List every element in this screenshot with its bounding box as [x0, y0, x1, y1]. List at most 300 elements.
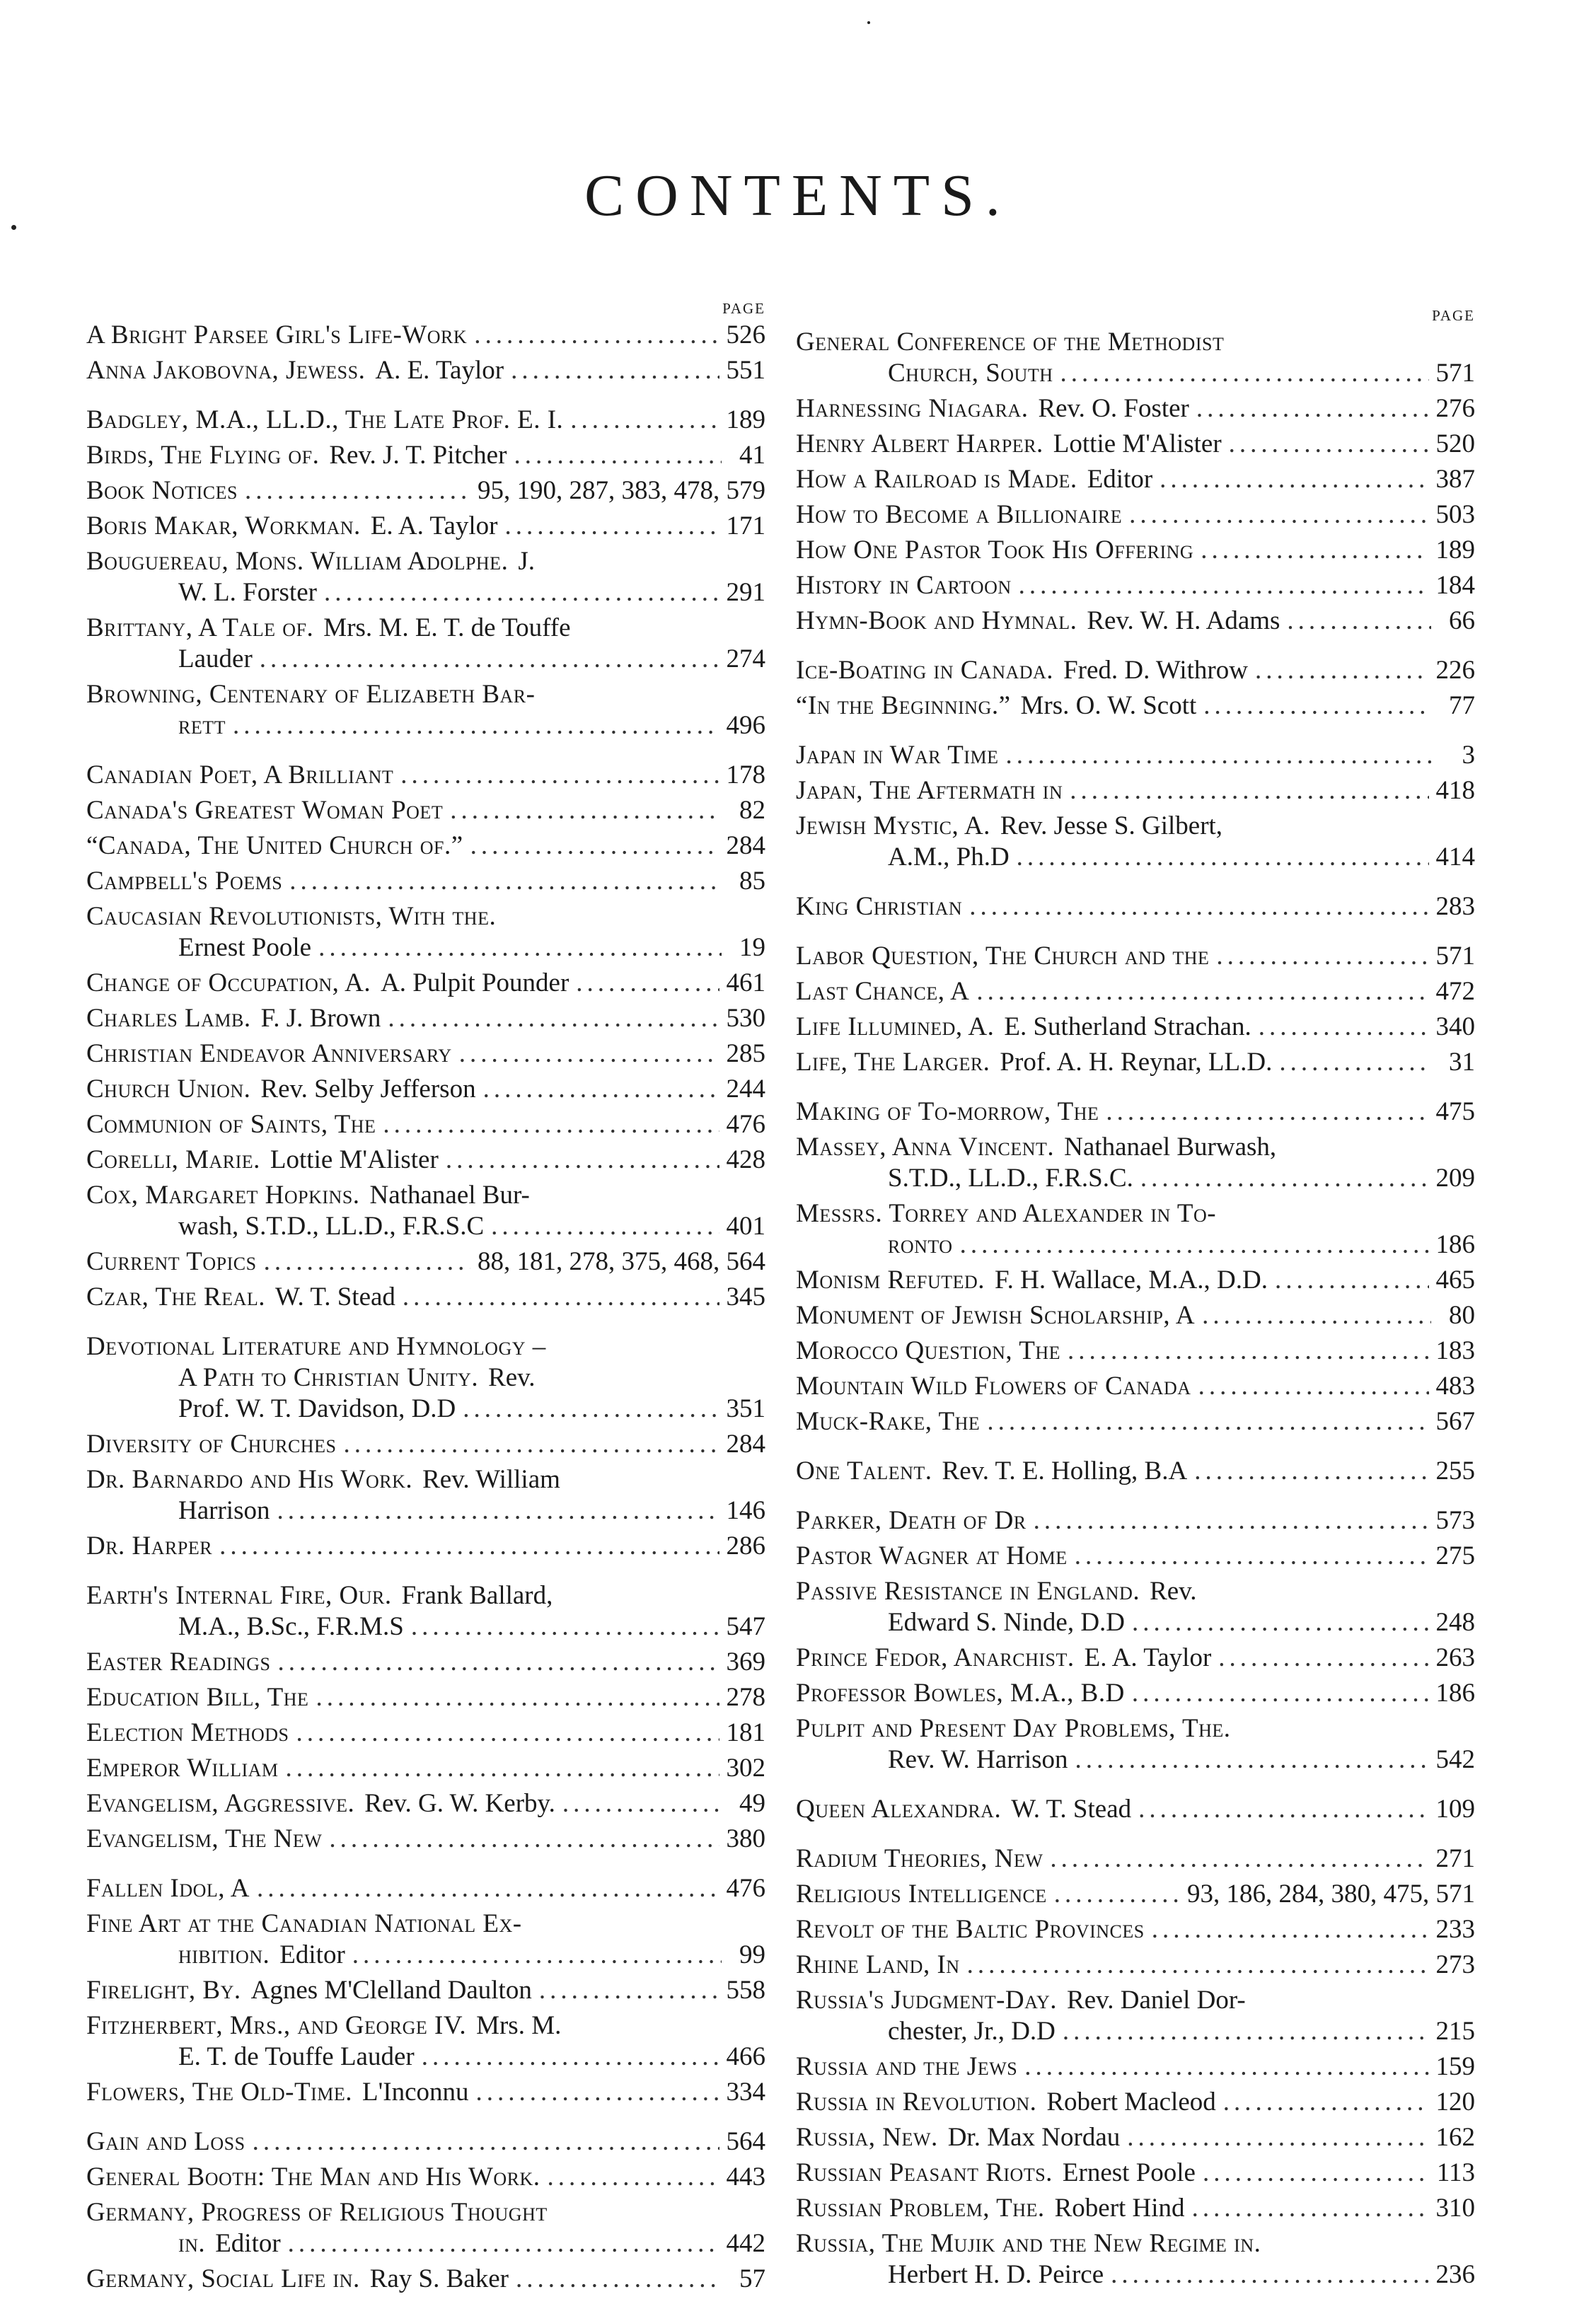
leader-dots — [470, 830, 719, 862]
contents-entry — [86, 679, 765, 741]
contents-entry — [86, 2162, 765, 2193]
leader-dots — [1129, 499, 1428, 531]
page-number: 271 — [1435, 1844, 1475, 1873]
leader-dots — [277, 1647, 719, 1678]
contents-entry — [796, 891, 1475, 922]
page-number: 99 — [739, 1940, 765, 1969]
entry-line — [86, 1145, 765, 1176]
page-number: 183 — [1435, 1336, 1475, 1365]
contents-entry — [796, 429, 1475, 460]
leader-dots — [1255, 655, 1429, 686]
entry-author: chester, Jr., D.D — [888, 2017, 1056, 2046]
leader-dots — [969, 891, 1428, 922]
contents-entry — [86, 1109, 765, 1140]
page-number: 526 — [726, 320, 765, 349]
entry-title: Ice-Boating in Canada. — [796, 656, 1054, 685]
contents-entry — [86, 1003, 765, 1034]
entry-line — [796, 1163, 1475, 1194]
entry-line — [86, 1824, 765, 1855]
page-number: 95, 190, 287, 383, 478, 579 — [478, 476, 765, 505]
entry-line — [86, 1246, 765, 1278]
entry-line — [796, 535, 1475, 566]
contents-entry — [86, 2077, 765, 2108]
page-number: 503 — [1435, 500, 1475, 529]
entry-title: Flowers, The Old-Time. — [86, 2078, 353, 2107]
page-number: 483 — [1435, 1372, 1475, 1401]
entry-line — [796, 1336, 1475, 1367]
contents-entry — [796, 464, 1475, 495]
contents-entry — [796, 1012, 1475, 1043]
page-number: 209 — [1435, 1164, 1475, 1193]
entry-author: Lottie M'Alister — [1053, 429, 1222, 458]
entry-title: “Canada, The United Church of.” — [86, 831, 463, 860]
contents-entry — [796, 1300, 1475, 1331]
entry-title: Japan in War Time — [796, 741, 999, 770]
contents-entry — [796, 1406, 1475, 1437]
entry-line — [796, 655, 1475, 686]
leader-dots — [233, 710, 719, 741]
entry-author: J. — [518, 547, 535, 576]
contents-entry — [796, 2228, 1475, 2291]
contents-entry — [86, 511, 765, 542]
contents-entry — [86, 1753, 765, 1784]
entry-line — [796, 1012, 1475, 1043]
page-number: 178 — [726, 760, 765, 789]
leader-dots — [422, 2042, 719, 2073]
entry-line — [796, 327, 1475, 358]
entry-author: F. H. Wallace, M.A., D.D. — [995, 1266, 1268, 1295]
entry-line — [86, 1611, 765, 1643]
leader-dots — [511, 355, 719, 386]
entry-title: Hymn-Book and Hymnal. — [796, 606, 1077, 635]
entry-title: King Christian — [796, 892, 963, 921]
leader-dots — [1017, 842, 1429, 873]
leader-dots — [1106, 1096, 1428, 1128]
contents-entry — [796, 775, 1475, 806]
entry-author: A. Pulpit Pounder — [381, 968, 569, 997]
leader-dots — [1223, 2087, 1429, 2118]
page-number: 418 — [1435, 776, 1475, 805]
contents-entry — [796, 1985, 1475, 2047]
leader-dots — [463, 1394, 719, 1425]
contents-entry — [796, 1950, 1475, 1981]
entry-title: Evangelism, The New — [86, 1824, 323, 1853]
entry-title: Earth's Internal Fire, Our. — [86, 1581, 392, 1610]
entry-title: Church, South — [888, 359, 1053, 388]
page-number: 146 — [726, 1496, 765, 1525]
contents-column-right — [796, 304, 1475, 2295]
page-number: 93, 186, 284, 380, 475, 571 — [1187, 1880, 1475, 1909]
entry-author: W. L. Forster — [178, 578, 317, 607]
entry-line — [796, 2259, 1475, 2291]
entry-line — [796, 1300, 1475, 1331]
contents-entry — [796, 2122, 1475, 2153]
leader-dots — [1229, 429, 1429, 460]
entry-title: Evangelism, Aggressive. — [86, 1789, 355, 1818]
entry-line — [796, 976, 1475, 1007]
page-number: 215 — [1435, 2017, 1475, 2046]
page-number: 443 — [726, 2162, 765, 2191]
entry-line — [796, 1371, 1475, 1402]
leader-dots — [548, 2162, 719, 2193]
entry-author: Nathanael Bur- — [369, 1181, 530, 1210]
contents-entry — [86, 2264, 765, 2295]
entry-title: Religious Intelligence — [796, 1880, 1047, 1909]
entry-title: Current Topics — [86, 1247, 257, 1276]
entry-author: S.T.D., LL.D., F.R.S.C. — [888, 1164, 1133, 1193]
page-number: 82 — [739, 796, 765, 825]
entry-title: Book Notices — [86, 476, 238, 505]
leader-dots — [1050, 1843, 1428, 1875]
entry-title: Revolt of the Baltic Provinces — [796, 1915, 1145, 1944]
contents-entry — [86, 1331, 765, 1425]
leader-dots — [324, 577, 719, 608]
entry-line — [86, 1074, 765, 1105]
page-number: 466 — [726, 2042, 765, 2071]
page-number: 109 — [1435, 1795, 1475, 1824]
contents-entry — [796, 1456, 1475, 1487]
entry-line — [796, 1744, 1475, 1776]
entry-author: Rev. Jesse S. Gilbert, — [1000, 811, 1223, 840]
entry-line — [796, 2122, 1475, 2153]
entry-title: Last Chance, A — [796, 977, 970, 1006]
entry-author: Harrison — [178, 1496, 270, 1525]
entry-title: How One Pastor Took His Offering — [796, 535, 1194, 564]
entry-title: Morocco Question, The — [796, 1336, 1061, 1365]
entry-title: Emperor William — [86, 1754, 279, 1783]
contents-entry — [796, 1794, 1475, 1825]
entry-line — [796, 1879, 1475, 1910]
entry-line — [86, 1394, 765, 1425]
entry-author: Rev. J. T. Pitcher — [329, 441, 507, 470]
entry-title: Church Union. — [86, 1075, 251, 1104]
page-number: 567 — [1435, 1407, 1475, 1436]
entry-author: W. T. Stead — [1011, 1795, 1132, 1824]
contents-entry — [86, 1464, 765, 1527]
entry-line — [86, 2010, 765, 2042]
contents-entry — [86, 1718, 765, 1749]
entry-title: Russian Peasant Riots. — [796, 2158, 1053, 2187]
leader-dots — [1287, 606, 1431, 637]
page-number: 284 — [726, 831, 765, 860]
entry-author: Fred. D. Withrow — [1063, 656, 1248, 685]
page-number: 113 — [1436, 2158, 1475, 2187]
page-number: 530 — [726, 1004, 765, 1033]
entry-title: Dr. Harper — [86, 1531, 213, 1560]
page-number: 461 — [726, 968, 765, 997]
contents-entry — [796, 976, 1475, 1007]
entry-line — [86, 760, 765, 791]
contents-entry — [86, 795, 765, 826]
entry-author: Rev. W. Harrison — [888, 1745, 1068, 1774]
entry-line — [86, 2126, 765, 2158]
entry-line — [86, 1682, 765, 1713]
entry-line — [796, 941, 1475, 972]
entry-line — [86, 1788, 765, 1819]
contents-entry — [86, 1824, 765, 1855]
leader-dots — [1075, 1744, 1429, 1776]
entry-author: Edward S. Ninde, D.D — [888, 1608, 1126, 1637]
entry-title: Pulpit and Present Day Problems, The. — [796, 1714, 1231, 1743]
page-number: 263 — [1435, 1643, 1475, 1672]
entry-line — [86, 795, 765, 826]
entry-title: Anna Jakobovna, Jewess. — [86, 356, 366, 385]
entry-title: Gain and Loss — [86, 2127, 245, 2156]
entry-line — [796, 811, 1475, 842]
leader-dots — [1201, 535, 1428, 566]
contents-entry — [86, 1180, 765, 1242]
contents-entry — [796, 1713, 1475, 1776]
leader-dots — [976, 976, 1428, 1007]
leader-dots — [286, 1753, 719, 1784]
contents-entry — [86, 830, 765, 862]
leader-dots — [1060, 358, 1428, 389]
stray-mark — [867, 21, 870, 24]
entry-line — [86, 1109, 765, 1140]
leader-dots — [514, 440, 722, 471]
entry-title: How a Railroad is Made. — [796, 465, 1077, 494]
entry-title: rett — [178, 711, 226, 740]
entry-title: Browning, Centenary of Elizabeth Bar- — [86, 680, 536, 709]
entry-title: Russia in Revolution. — [796, 2087, 1037, 2116]
leader-dots — [253, 2126, 719, 2158]
page-number: 472 — [1435, 977, 1475, 1006]
entry-title: Education Bill, The — [86, 1683, 309, 1712]
contents-entry — [796, 1371, 1475, 1402]
entry-title: Fitzherbert, Mrs., and George IV. — [86, 2011, 467, 2040]
entry-line — [796, 1229, 1475, 1261]
page-number: 244 — [726, 1075, 765, 1104]
entry-author: Ernest Poole — [1062, 2158, 1196, 2187]
entry-line — [86, 1940, 765, 1971]
entry-line — [86, 475, 765, 506]
entry-line — [86, 2042, 765, 2073]
entry-line — [86, 1718, 765, 1749]
entry-title: Russia's Judgment-Day. — [796, 1986, 1058, 2015]
entry-line — [86, 1038, 765, 1070]
entry-line — [796, 2087, 1475, 2118]
page-number: 248 — [1435, 1608, 1475, 1637]
entry-title: Dr. Barnardo and His Work. — [86, 1465, 413, 1494]
contents-entry — [86, 1873, 765, 1904]
entry-title: Pastor Wagner at Home — [796, 1541, 1068, 1570]
leader-dots — [1132, 1607, 1428, 1638]
entry-line — [86, 355, 765, 386]
leader-dots — [459, 1038, 719, 1070]
entry-title: Communion of Saints, The — [86, 1110, 376, 1139]
entry-line — [86, 1975, 765, 2006]
entry-author: Robert Hind — [1054, 2194, 1185, 2223]
contents-entry — [86, 1246, 765, 1278]
entry-line — [86, 1464, 765, 1495]
entry-line — [86, 968, 765, 999]
page-number: 273 — [1435, 1950, 1475, 1979]
page-number: 275 — [1435, 1541, 1475, 1570]
contents-entry — [86, 1074, 765, 1105]
leader-dots — [504, 511, 719, 542]
leader-dots — [1005, 740, 1431, 771]
entry-title: Russia, The Mujik and the New Regime in. — [796, 2229, 1261, 2258]
leader-dots — [329, 1824, 719, 1855]
contents-entry — [796, 2051, 1475, 2083]
entry-title: Election Methods — [86, 1718, 289, 1747]
page-number: 49 — [739, 1789, 765, 1818]
page-number: 558 — [726, 1976, 765, 2005]
leader-dots — [343, 1429, 719, 1460]
entry-line — [796, 740, 1475, 771]
page-number: 285 — [726, 1039, 765, 1068]
entry-title: Germany, Progress of Religious Thought — [86, 2198, 548, 2227]
entry-line — [796, 1643, 1475, 1674]
page-number: 310 — [1435, 2194, 1475, 2223]
page-number: 171 — [726, 511, 765, 540]
entry-line — [86, 2077, 765, 2108]
entry-line — [796, 606, 1475, 637]
leader-dots — [296, 1718, 719, 1749]
entry-author: Rev. Selby Jefferson — [260, 1075, 476, 1104]
contents-entry — [86, 901, 765, 963]
entry-line — [796, 1794, 1475, 1825]
page-number: 276 — [1435, 394, 1475, 423]
leader-dots — [352, 1940, 722, 1971]
entry-line — [86, 1873, 765, 1904]
contents-entry — [86, 1282, 765, 1313]
entry-title: “In the Beginning.” — [796, 691, 1011, 720]
entry-author: Rev. T. E. Holling, B.A — [942, 1457, 1188, 1486]
contents-entry — [796, 1914, 1475, 1945]
page-number: 80 — [1449, 1301, 1475, 1330]
entry-author: Ernest Poole — [178, 933, 312, 962]
contents-entry — [86, 2010, 765, 2073]
contents-entry — [86, 1429, 765, 1460]
entry-line — [86, 830, 765, 862]
entry-title: A Bright Parsee Girl's Life-Work — [86, 320, 468, 349]
contents-column-left — [86, 297, 765, 2299]
page-number: 442 — [726, 2229, 765, 2258]
entry-author: Dr. Max Nordau — [947, 2123, 1121, 2152]
entry-line — [86, 320, 765, 351]
contents-entry — [796, 1047, 1475, 1078]
leader-dots — [277, 1495, 719, 1527]
contents-entry — [86, 1145, 765, 1176]
contents-entry — [796, 1576, 1475, 1638]
page-number: 284 — [726, 1430, 765, 1459]
leader-dots — [264, 1246, 470, 1278]
entry-author: A. E. Taylor — [375, 356, 504, 385]
entry-line — [86, 1282, 765, 1313]
entry-line — [796, 1541, 1475, 1572]
leader-dots — [491, 1211, 719, 1242]
contents-entry — [796, 690, 1475, 722]
page-number: 189 — [1435, 535, 1475, 564]
entry-line — [796, 1678, 1475, 1709]
leader-dots — [388, 1003, 719, 1034]
leader-dots — [1111, 2259, 1428, 2291]
entry-line — [796, 1505, 1475, 1536]
entry-line — [796, 358, 1475, 389]
entry-title: Campbell's Poems — [86, 867, 283, 896]
contents-entry — [796, 1643, 1475, 1674]
contents-entry — [796, 499, 1475, 531]
leader-dots — [260, 644, 719, 675]
page-number: 189 — [726, 405, 765, 434]
entry-author: Frank Ballard, — [401, 1581, 553, 1610]
contents-entry — [86, 2126, 765, 2158]
entry-line — [796, 1132, 1475, 1163]
leader-dots — [1068, 1336, 1428, 1367]
entry-author: wash, S.T.D., LL.D., F.R.S.C — [178, 1212, 485, 1241]
entry-line — [86, 1495, 765, 1527]
entry-line — [796, 1576, 1475, 1607]
entry-title: Charles Lamb. — [86, 1004, 251, 1033]
entry-title: Canada's Greatest Woman Poet — [86, 796, 444, 825]
page-number: 236 — [1435, 2260, 1475, 2289]
contents-entry — [796, 1096, 1475, 1128]
entry-author: M.A., B.Sc., F.R.M.S — [178, 1612, 404, 1641]
contents-entry — [86, 2197, 765, 2259]
page-title: CONTENTS. — [584, 163, 1012, 228]
contents-entry — [796, 1336, 1475, 1367]
leader-dots — [316, 1682, 719, 1713]
contents-entry — [796, 1879, 1475, 1910]
page-number: 564 — [726, 2127, 765, 2156]
contents-entry — [86, 1682, 765, 1713]
leader-dots — [400, 760, 719, 791]
page-number: 88, 181, 278, 375, 468, 564 — [478, 1247, 765, 1276]
leader-dots — [1075, 1541, 1429, 1572]
page-column-label: PAGE — [1432, 307, 1475, 324]
entry-title: A Path to Christian Unity. — [178, 1363, 479, 1392]
entry-title: Rhine Land, In — [796, 1950, 960, 1979]
leader-dots — [1196, 393, 1429, 424]
page-number: 159 — [1435, 2052, 1475, 2081]
page-number: 41 — [739, 441, 765, 470]
entry-title: One Talent. — [796, 1457, 932, 1486]
entry-title: Henry Albert Harper. — [796, 429, 1043, 458]
entry-line — [796, 842, 1475, 873]
leader-dots — [1034, 1505, 1429, 1536]
leader-dots — [967, 1950, 1429, 1981]
page-number: 66 — [1449, 606, 1475, 635]
contents-entry — [86, 320, 765, 351]
page-number: 286 — [726, 1531, 765, 1560]
entry-title: Russia and the Jews — [796, 2052, 1018, 2081]
entry-title: Brittany, A Tale of. — [86, 613, 314, 642]
contents-entry — [796, 941, 1475, 972]
contents-entry — [796, 655, 1475, 686]
entry-line — [796, 1406, 1475, 1437]
contents-entry — [86, 968, 765, 999]
entry-title: Mountain Wild Flowers of Canada — [796, 1372, 1191, 1401]
contents-entry — [86, 613, 765, 675]
page-number: 278 — [726, 1683, 765, 1712]
contents-entry — [86, 355, 765, 386]
entry-line — [86, 710, 765, 741]
leader-dots — [288, 2228, 719, 2259]
leader-dots — [1152, 1914, 1429, 1945]
entry-title: in. — [178, 2229, 206, 2258]
contents-entry — [86, 760, 765, 791]
contents-entry — [796, 535, 1475, 566]
contents-entry — [796, 811, 1475, 873]
page-number: 57 — [739, 2264, 765, 2293]
leader-dots — [411, 1611, 719, 1643]
page-number: 162 — [1435, 2123, 1475, 2152]
entry-line — [796, 1914, 1475, 1945]
entry-author: Prof. W. T. Davidson, D.D — [178, 1394, 456, 1423]
entry-line — [796, 2228, 1475, 2259]
entry-author: Mrs. M. — [476, 2011, 562, 2040]
